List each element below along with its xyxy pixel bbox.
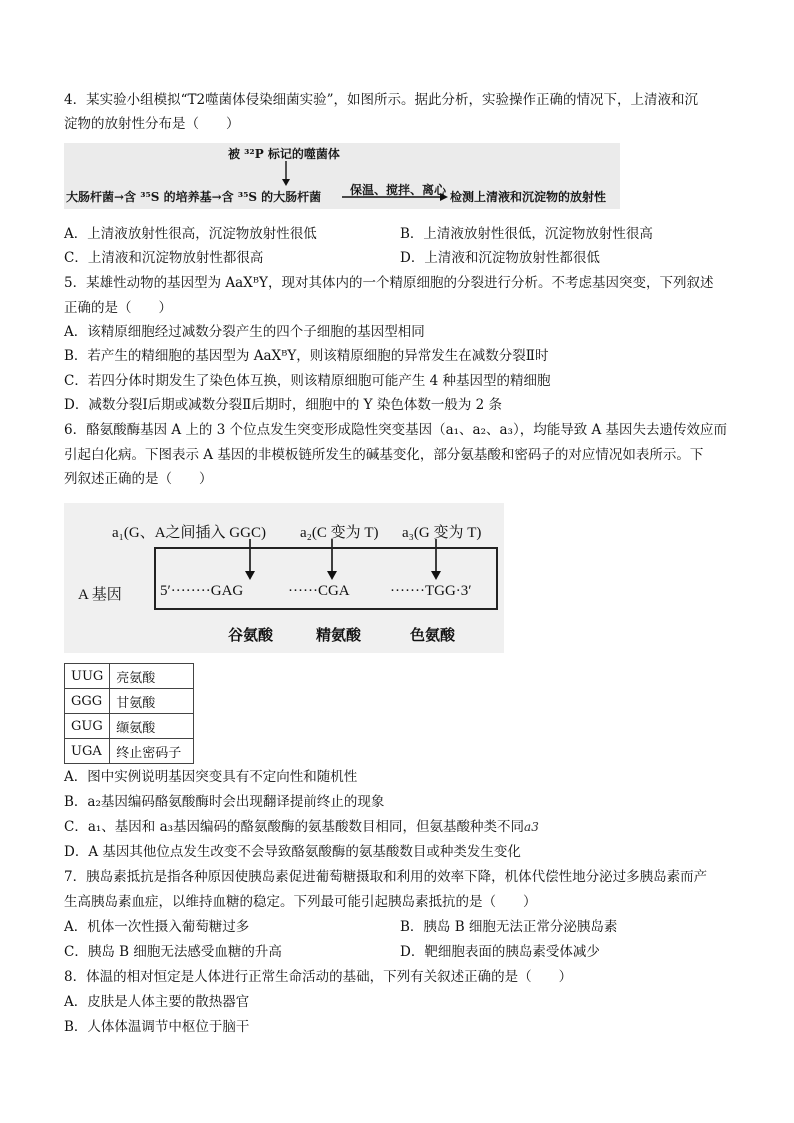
q6-figure-aa-trp: 色氨酸 [410,628,456,644]
q6-stem-line2: 引起白化病。下图表示 A 基因的非模板链所发生的碱基变化，部分氨基酸和密码子的对应情况如表所示。下 [64,447,704,463]
q4-option-d: D．上清液和沉淀物放射性都很低 [400,250,600,266]
q6-figure-gene-label: A 基因 [78,587,122,603]
codon-cell: UGA [65,739,110,764]
q4-stem-line2: 淀物的放射性分布是（ ） [64,116,240,132]
q6-figure-a2-label: a₂(C 变为 T) [300,525,379,541]
q6-option-b: B．a₂基因编码酪氨酸酶时会出现翻译提前终止的现象 [64,794,385,810]
q4-stem-line1: 4．某实验小组模拟“T2噬菌体侵染细菌实验”，如图所示。据此分析，实验操作正确的情况下，上清液和沉 [64,92,698,108]
q8-option-a: A．皮肤是人体主要的散热器官 [64,994,250,1010]
amino-acid-cell: 亮氨酸 [110,664,194,689]
q7-stem-line2: 生高胰岛素血症，以维持血糖的稳定。下列最可能引起胰岛素抵抗的是（ ） [64,894,537,910]
q4-experiment-figure [64,143,620,209]
q4-option-c: C．上清液和沉淀物放射性都很高 [64,250,264,266]
q6-figure-aa-glu: 谷氨酸 [228,628,274,644]
q6-option-a: A．图中实例说明基因突变具有不定向性和随机性 [64,769,358,785]
q6-figure-aa-arg: 精氨酸 [316,628,362,644]
q6-stem-line3: 列叙述正确的是（ ） [64,471,213,487]
q5-option-b: B．若产生的精细胞的基因型为 AaXᴮY，则该精原细胞的异常发生在减数分裂Ⅱ时 [64,348,549,364]
q6-codon-table [64,663,194,764]
q4-option-a: A．上清液放射性很高，沉淀物放射性很低 [64,226,317,242]
codon-cell: UUG [65,664,110,689]
q4-figure-top-label: 被 ³²P 标记的噬菌体 [228,147,340,161]
amino-acid-cell: 终止密码子 [110,739,194,764]
q6-gene-box [154,547,498,610]
codon-cell: GGG [65,689,110,714]
q7-option-c: C．胰岛 B 细胞无法感受血糖的升高 [64,944,282,960]
q5-option-d: D．减数分裂Ⅰ后期或减数分裂Ⅱ后期时，细胞中的 Y 染色体数一般为 2 条 [64,397,502,413]
table-row [65,739,194,764]
table-row [65,714,194,739]
q6-figure-a3-label: a₃(G 变为 T) [402,525,482,541]
q4-option-b: B．上清液放射性很低，沉淀物放射性很高 [400,226,653,242]
amino-acid-cell: 缬氨酸 [110,714,194,739]
q6-figure-a1-label: a₁(G、A之间插入 GGC) [112,525,266,541]
amino-acid-cell: 甘氨酸 [110,689,194,714]
q7-option-d: D．靶细胞表面的胰岛素受体减少 [400,944,600,960]
q6-option-d: D．A 基因其他位点发生改变不会导致酪氨酸酶的氨基酸数目或种类发生变化 [64,844,521,860]
q4-figure-arrow-label: 保温、搅拌、离心 [350,183,447,197]
q5-stem-line1: 5．某雄性动物的基因型为 AaXᴮY，现对其体内的一个精原细胞的分裂进行分析。不考虑基因突变，下列叙述 [64,275,714,291]
q7-stem-line1: 7．胰岛素抵抗是指各种原因使胰岛素促进葡萄糖摄取和利用的效率下降，机体代偿性地分泌过多胰岛素而产 [64,869,708,885]
q7-option-a: A．机体一次性摄入葡萄糖过多 [64,919,250,935]
q6-option-c: C．a₁、基因和 a₃基因编码的酪氨酸酶的氨基酸数目相同，但氨基酸种类不同 [64,819,525,835]
q5-option-c: C．若四分体时期发生了染色体互换，则该精原细胞可能产生 4 种基因型的精细胞 [64,373,551,389]
q6-stem-line1: 6．酪氨酸酶基因 A 上的 3 个位点发生突变形成隐性突变基因（a₁、a₂、a₃），均能导致 A 基因失去遗传效应而 [64,422,728,438]
q5-stem-line2: 正确的是（ ） [64,300,172,316]
table-row [65,664,194,689]
q6-figure-seq-mid: ······CGA [288,583,350,599]
q4-figure-row-right: 检测上清液和沉淀物的放射性 [450,190,607,204]
table-row [65,689,194,714]
q5-option-a: A．该精原细胞经过减数分裂产生的四个子细胞的基因型相同 [64,324,425,340]
q8-option-b: B．人体体温调节中枢位于脑干 [64,1019,250,1035]
q6-gene-figure [64,503,504,653]
q6-option-c-handwritten-mark: a3 [524,820,539,834]
q6-figure-seq-right: ·······TGG·3′ [390,583,472,599]
codon-cell: GUG [65,714,110,739]
q6-option-c-line [64,818,539,836]
q6-figure-seq-left: 5′········GAG [160,583,244,599]
q4-figure-row-left: 大肠杆菌→含 ³⁵S 的培养基→含 ³⁵S 的大肠杆菌 [66,190,322,204]
q8-stem-line1: 8．体温的相对恒定是人体进行正常生命活动的基础，下列有关叙述正确的是（ ） [64,969,573,985]
q7-option-b: B．胰岛 B 细胞无法正常分泌胰岛素 [400,919,618,935]
